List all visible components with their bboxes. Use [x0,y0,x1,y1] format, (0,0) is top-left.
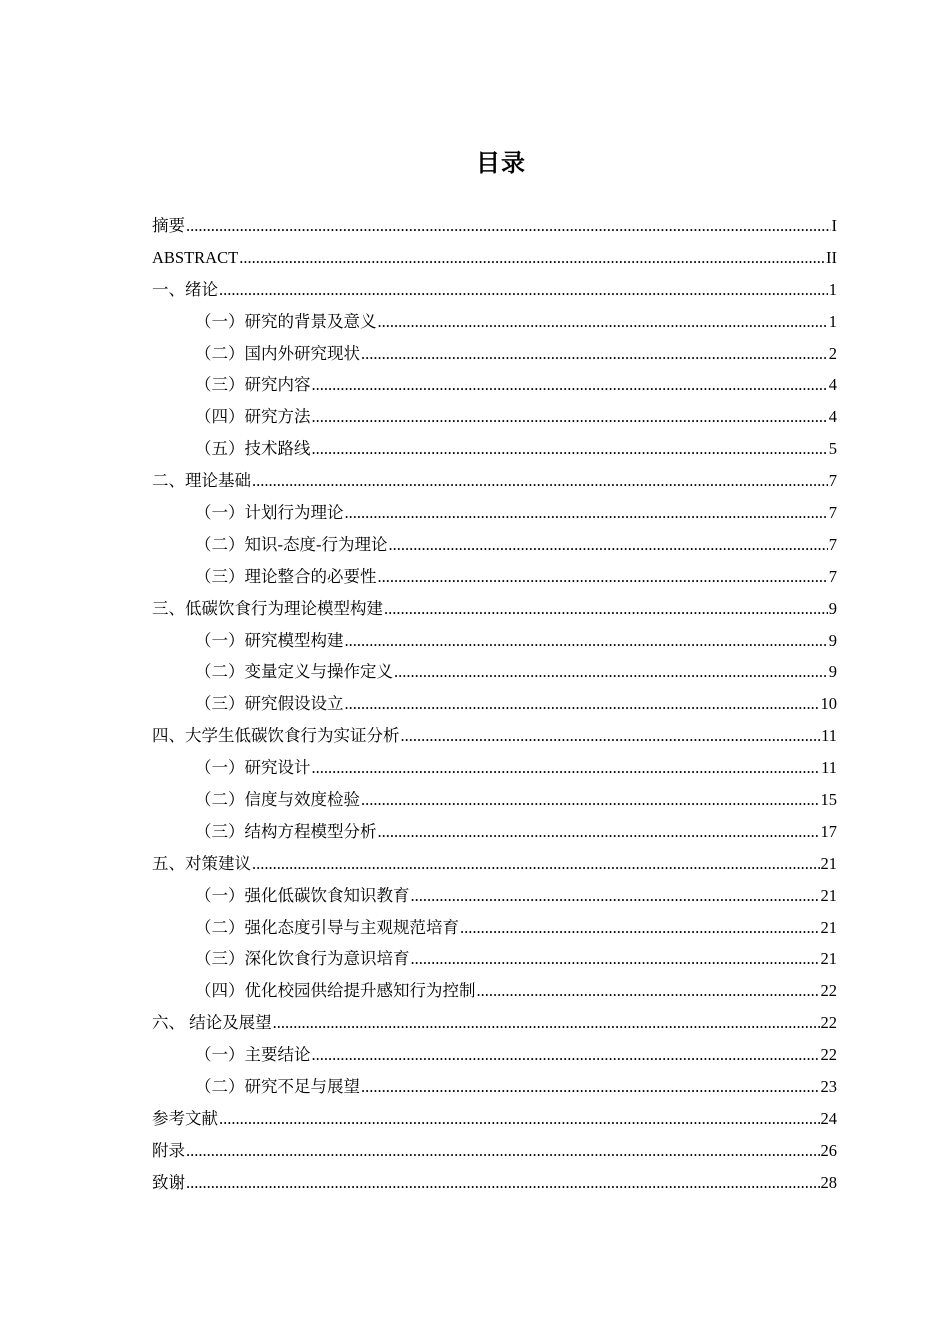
toc-entry-page-number: 9 [828,662,837,682]
toc-entry-label: （三）理论整合的必要性 [195,566,377,586]
toc-dot-leader [378,816,820,848]
toc-entry-page-number: 1 [828,311,837,331]
toc-entry[interactable] [152,369,837,401]
toc-entry-label: （二）信度与效度检验 [195,790,360,810]
toc-entry[interactable] [152,529,837,561]
toc-entry-label: 六、 结论及展望 [152,1013,272,1033]
toc-dot-leader [239,242,825,274]
toc-entry-page-number: 2 [828,343,837,363]
toc-dot-leader [411,880,820,912]
toc-dot-leader [460,912,820,944]
toc-dot-leader [345,497,828,529]
toc-entry-page-number: 9 [828,630,837,650]
toc-entry[interactable] [152,688,837,720]
toc-entry[interactable] [152,1167,837,1199]
toc-entry-page-number: 11 [821,726,837,746]
toc-dot-leader [252,465,828,497]
toc-entry[interactable] [152,720,837,752]
toc-dot-leader [186,1135,820,1167]
toc-entry-label: （三）研究内容 [195,375,311,395]
toc-dot-leader [361,1071,820,1103]
toc-dot-leader [312,401,828,433]
toc-entry-page-number: 10 [820,694,837,714]
toc-dot-leader [312,369,828,401]
toc-entry-page-number: II [826,247,837,267]
toc-entry[interactable] [152,656,837,688]
toc-dot-leader [477,975,820,1007]
toc-entry[interactable] [152,465,837,497]
toc-dot-leader [361,338,828,370]
toc-dot-leader [378,561,828,593]
toc-entry-label: 三、低碳饮食行为理论模型构建 [152,598,383,618]
toc-entry-label: （四）优化校园供给提升感知行为控制 [195,981,476,1001]
toc-entry-label: 四、大学生低碳饮食行为实证分析 [152,726,400,746]
toc-entry-label: （三）深化饮食行为意识培育 [195,949,410,969]
toc-dot-leader [384,593,828,625]
toc-entry-page-number: 9 [828,598,837,618]
toc-entry-label: （三）结构方程模型分析 [195,821,377,841]
toc-dot-leader [219,1103,820,1135]
toc-entry-label: ABSTRACT [152,247,239,267]
toc-entry-page-number: 23 [820,1077,837,1097]
toc-entry[interactable] [152,274,837,306]
toc-entry-page-number: 17 [820,821,837,841]
toc-entry-page-number: 5 [828,439,837,459]
toc-entry-label: 二、理论基础 [152,471,251,491]
toc-entry-page-number: 4 [828,407,837,427]
toc-entry[interactable] [152,1039,837,1071]
toc-dot-leader [219,274,828,306]
toc-entry-label: （二）国内外研究现状 [195,343,360,363]
toc-entry-page-number: 21 [820,885,837,905]
toc-dot-leader [411,943,820,975]
toc-entry-page-number: 21 [820,949,837,969]
toc-entry-page-number: 7 [828,534,837,554]
toc-entry[interactable] [152,975,837,1007]
toc-entry-label: 致谢 [152,1172,185,1192]
toc-entry[interactable] [152,306,837,338]
toc-entry[interactable] [152,497,837,529]
toc-entry[interactable] [152,880,837,912]
toc-entry-label: （一）研究模型构建 [195,630,344,650]
toc-dot-leader [345,625,828,657]
toc-entry-label: （二）研究不足与展望 [195,1077,360,1097]
toc-dot-leader [401,720,821,752]
toc-entry-page-number: 21 [820,853,837,873]
toc-dot-leader [273,1007,820,1039]
toc-entry[interactable] [152,593,837,625]
toc-entry-label: （二）变量定义与操作定义 [195,662,393,682]
toc-dot-leader [186,1167,820,1199]
toc-entry-page-number: 22 [820,981,837,1001]
toc-dot-leader [252,848,820,880]
toc-dot-leader [312,1039,820,1071]
toc-dot-leader [345,688,820,720]
toc-entry[interactable] [152,912,837,944]
toc-entry-label: （一）强化低碳饮食知识教育 [195,885,410,905]
toc-entry-page-number: 11 [821,758,837,778]
toc-entry[interactable] [152,401,837,433]
toc-entry-label: （五）技术路线 [195,439,311,459]
toc-entry[interactable] [152,1071,837,1103]
toc-entry-label: 摘要 [152,216,185,235]
toc-list [152,210,837,1199]
toc-entry-page-number: 7 [828,503,837,523]
toc-entry-page-number: 21 [820,917,837,937]
toc-dot-leader [378,306,828,338]
toc-entry-page-number: 26 [820,1140,837,1160]
toc-entry-label: 附录 [152,1140,185,1160]
toc-entry-label: （一）计划行为理论 [195,503,344,523]
toc-entry-page-number: 24 [820,1108,837,1128]
toc-entry-page-number: 28 [820,1172,837,1192]
toc-entry[interactable] [152,1007,837,1039]
toc-entry-label: （三）研究假设设立 [195,694,344,714]
toc-entry-label: 五、对策建议 [152,853,251,873]
toc-entry[interactable] [152,784,837,816]
toc-dot-leader [389,529,828,561]
toc-entry-page-number: 1 [828,279,837,299]
toc-entry-page-number: 15 [820,790,837,810]
toc-entry[interactable] [152,433,837,465]
toc-entry-page-number: 7 [828,566,837,586]
toc-entry-label: （四）研究方法 [195,407,311,427]
toc-entry-page-number: I [831,216,837,235]
toc-dot-leader [394,656,828,688]
toc-dot-leader [312,433,828,465]
toc-entry[interactable] [152,1135,837,1167]
toc-entry[interactable] [152,943,837,975]
toc-entry[interactable] [152,210,837,242]
toc-entry-label: （一）研究设计 [195,758,311,778]
toc-entry-page-number: 22 [820,1013,837,1033]
toc-dot-leader [186,210,831,242]
toc-entry-label: 一、绪论 [152,279,218,299]
toc-entry-label: （一）研究的背景及意义 [195,311,377,331]
toc-entry[interactable] [152,338,837,370]
toc-entry[interactable] [152,752,837,784]
toc-entry[interactable] [152,242,837,274]
toc-entry-page-number: 22 [820,1045,837,1065]
toc-entry-page-number: 4 [828,375,837,395]
toc-dot-leader [361,784,820,816]
toc-entry-label: 参考文献 [152,1108,218,1128]
toc-entry-page-number: 7 [828,471,837,491]
toc-entry[interactable] [152,848,837,880]
toc-entry[interactable] [152,561,837,593]
toc-dot-leader [312,752,821,784]
toc-entry[interactable] [152,625,837,657]
toc-entry-label: （二）知识-态度-行为理论 [195,534,388,554]
toc-entry-label: （一）主要结论 [195,1045,311,1065]
toc-title: 目录 [476,149,526,177]
toc-entry-label: （二）强化态度引导与主观规范培育 [195,917,459,937]
toc-entry[interactable] [152,1103,837,1135]
toc-entry[interactable] [152,816,837,848]
